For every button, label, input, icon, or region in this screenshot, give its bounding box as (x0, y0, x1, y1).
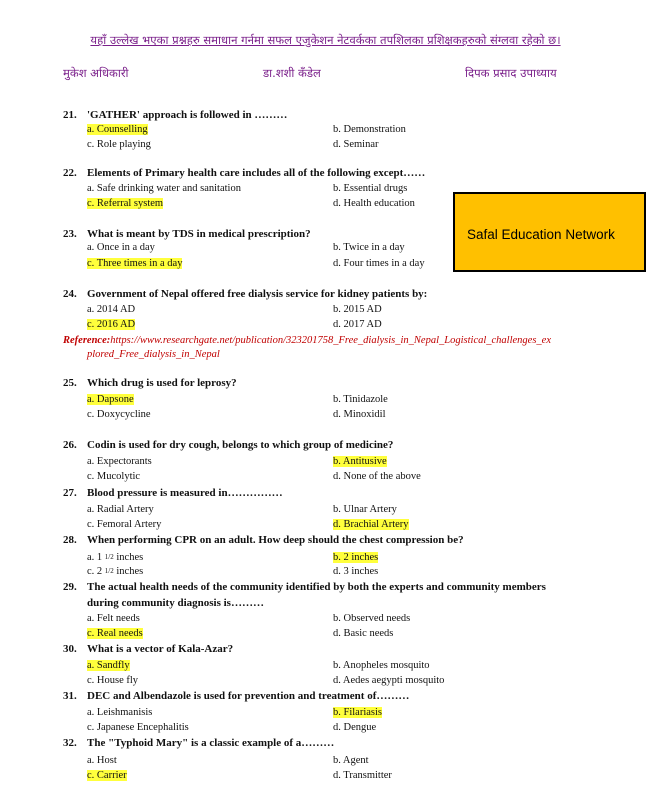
question-22 (63, 167, 425, 179)
question-29 (63, 581, 546, 593)
question-text: The actual health needs of the community identified by both the experts and community members (87, 581, 546, 593)
option-23b[interactable]: b. Twice in a day (333, 242, 405, 253)
option-25a[interactable]: a. Dapsone (87, 394, 134, 405)
option-26a[interactable]: a. Expectorants (87, 456, 152, 467)
option-25d[interactable]: d. Minoxidil (333, 409, 386, 420)
option-27b[interactable]: b. Ulnar Artery (333, 504, 397, 515)
question-text: 'GATHER' approach is followed in ……… (87, 109, 288, 121)
option-28a[interactable] (87, 552, 143, 563)
option-21a[interactable]: a. Counselling (87, 124, 148, 135)
box-text: Safal Education Network (467, 227, 615, 242)
option-31b[interactable]: b. Filariasis (333, 707, 382, 718)
option-28b[interactable]: b. 2 inches (333, 552, 379, 563)
question-text: The "Typhoid Mary" is a classic example of a……… (87, 737, 335, 749)
question-number: 30. (63, 643, 77, 655)
question-32 (63, 737, 334, 749)
option-31c[interactable]: c. Japanese Encephalitis (87, 722, 189, 733)
reference-url-line2[interactable]: plored_Free_dialysis_in_Nepal (87, 349, 220, 360)
reference-url-line1[interactable]: https://www.researchgate.net/publication/323201758_Free_dialysis_in_Nepal_Logistical_challenges_ex (110, 335, 551, 346)
option-23a[interactable]: a. Once in a day (87, 242, 155, 253)
option-27a[interactable]: a. Radial Artery (87, 504, 154, 515)
option-22b[interactable]: b. Essential drugs (333, 183, 408, 194)
option-27d[interactable]: d. Brachial Artery (333, 519, 409, 530)
option-21b[interactable]: b. Demonstration (333, 124, 406, 135)
option-25b[interactable]: b. Tinidazole (333, 394, 388, 405)
option-30c[interactable]: c. House fly (87, 675, 139, 686)
question-29-continued: during community diagnosis is……… (87, 597, 264, 609)
question-number: 26. (63, 439, 77, 451)
option-28c-text: c. 2 (87, 566, 103, 577)
option-28a-text: a. 1 (87, 552, 103, 563)
option-24b[interactable]: b. 2015 AD (333, 304, 382, 315)
question-text: When performing CPR on an adult. How deep should the chest compression be? (87, 534, 464, 546)
safal-education-network-box (453, 192, 646, 272)
option-24d[interactable]: d. 2017 AD (333, 319, 382, 330)
option-22a[interactable]: a. Safe drinking water and sanitation (87, 183, 241, 194)
question-text: Codin is used for dry cough, belongs to which group of medicine? (87, 439, 394, 451)
option-29c[interactable]: c. Real needs (87, 628, 143, 639)
question-number: 21. (63, 109, 77, 121)
option-28d[interactable]: d. 3 inches (333, 566, 379, 577)
question-25 (63, 377, 237, 389)
option-29b[interactable]: b. Observed needs (333, 613, 411, 624)
question-23 (63, 228, 311, 240)
option-21c[interactable]: c. Role playing (87, 139, 151, 150)
option-28c[interactable] (87, 566, 143, 577)
option-29d[interactable]: d. Basic needs (333, 628, 394, 639)
question-24 (63, 288, 427, 300)
question-31 (63, 690, 409, 702)
header-statement: यहाँ उल्लेख भएका प्रश्नहरु समाधान गर्नमा सफल एजुकेशन नेटवर्कका तपशिलका प्रशिक्षकहरुको संग्लवा रहेको छ। (90, 33, 561, 47)
question-number: 29. (63, 581, 77, 593)
instructor-names (0, 66, 651, 82)
option-32c[interactable]: c. Carrier (87, 770, 127, 781)
option-26d[interactable]: d. None of the above (333, 471, 421, 482)
option-27c[interactable]: c. Femoral Artery (87, 519, 162, 530)
question-30 (63, 643, 233, 655)
instructor-name-2: डा.शशी कँडेल (263, 66, 321, 80)
question-text: Which drug is used for leprosy? (87, 377, 237, 389)
question-number: 23. (63, 228, 77, 240)
option-22d[interactable]: d. Health education (333, 198, 415, 209)
question-27 (63, 487, 283, 499)
reference-label: Reference: (63, 335, 111, 346)
option-26c[interactable]: c. Mucolytic (87, 471, 141, 482)
question-26 (63, 439, 393, 451)
option-23c[interactable]: c. Three times in a day (87, 258, 183, 269)
instructor-name-3: दिपक प्रसाद उपाध्याय (465, 66, 557, 80)
question-number: 24. (63, 288, 77, 300)
option-30b[interactable]: b. Anopheles mosquito (333, 660, 430, 671)
question-number: 25. (63, 377, 77, 389)
unit: inches (116, 566, 144, 577)
option-24c[interactable]: c. 2016 AD (87, 319, 136, 330)
question-text: DEC and Albendazole is used for prevention and treatment of……… (87, 690, 410, 702)
question-28 (63, 534, 464, 546)
option-22c[interactable]: c. Referral system (87, 198, 164, 209)
option-32a[interactable]: a. Host (87, 755, 117, 766)
question-text: What is a vector of Kala-Azar? (87, 643, 234, 655)
option-21d[interactable]: d. Seminar (333, 139, 379, 150)
question-number: 32. (63, 737, 77, 749)
question-text: Elements of Primary health care includes all of the following except…… (87, 167, 426, 179)
option-25c[interactable]: c. Doxycycline (87, 409, 151, 420)
question-text: Government of Nepal offered free dialysis service for kidney patients by: (87, 288, 428, 300)
unit: inches (116, 552, 144, 563)
option-32b[interactable]: b. Agent (333, 755, 369, 766)
fraction: 1/2 (104, 553, 114, 561)
question-number: 31. (63, 690, 77, 702)
question-21 (63, 109, 287, 121)
question-text: Blood pressure is measured in…………… (87, 487, 283, 499)
option-30d[interactable]: d. Aedes aegypti mosquito (333, 675, 445, 686)
option-31a[interactable]: a. Leishmanisis (87, 707, 153, 718)
question-number: 22. (63, 167, 77, 179)
question-number: 28. (63, 534, 77, 546)
option-31d[interactable]: d. Dengue (333, 722, 377, 733)
option-26b[interactable]: b. Antitusive (333, 456, 387, 467)
question-number: 27. (63, 487, 77, 499)
question-text: What is meant by TDS in medical prescription? (87, 228, 311, 240)
reference-note (63, 334, 551, 362)
option-23d[interactable]: d. Four times in a day (333, 258, 425, 269)
option-32d[interactable]: d. Transmitter (333, 770, 392, 781)
option-30a[interactable]: a. Sandfly (87, 660, 130, 671)
fraction: 1/2 (104, 567, 114, 575)
option-29a[interactable]: a. Felt needs (87, 613, 140, 624)
option-24a[interactable]: a. 2014 AD (87, 304, 136, 315)
instructor-name-1: मुकेश अधिकारी (63, 66, 129, 80)
